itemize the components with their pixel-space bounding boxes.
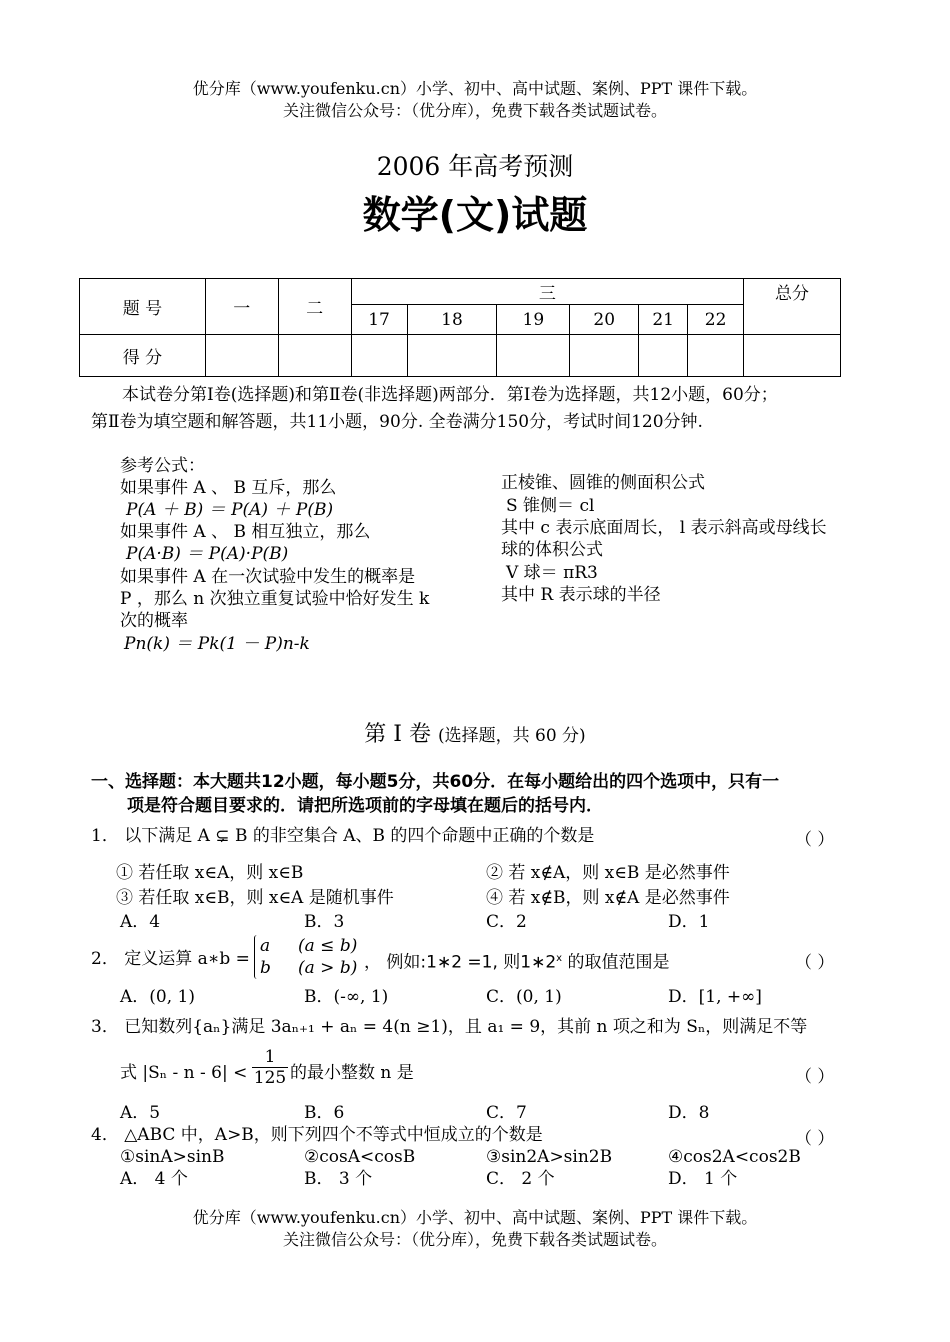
q2-case-b-cond: (a > b)	[298, 958, 358, 978]
q1-option-a[interactable]: A．4	[120, 912, 161, 932]
footer-line-2: 关注微信公众号：（优分库），免费下载各类试题试卷。	[282, 1230, 667, 1249]
q2-stem-a: 2． 定义运算 a∗b =	[91, 949, 250, 969]
q2-case-b: b	[260, 958, 271, 978]
formula-left-1: 如果事件 A 、 B 互斥，那么	[120, 478, 337, 498]
formula-left-7: 次的概率	[120, 611, 188, 631]
formula-right-1: 正棱锥、圆锥的侧面积公式	[501, 473, 705, 493]
header-line-2: 关注微信公众号：（优分库），免费下载各类试题试卷。	[282, 101, 667, 120]
score-table-q22: 22	[688, 305, 744, 335]
formula-title: 参考公式：	[120, 456, 205, 476]
q2-case-a: a	[260, 936, 271, 956]
q1-stem: 1． 以下满足 A ⊊ B 的非空集合 A、B 的四个命题中正确的个数是	[91, 826, 595, 846]
q4-option-d[interactable]: D． 1 个	[668, 1169, 738, 1189]
q3-fraction	[252, 1047, 288, 1088]
q2-option-c[interactable]: C．(0, 1)	[486, 987, 562, 1007]
q3-option-a[interactable]: A．5	[120, 1103, 161, 1123]
intro-line-1: 本试卷分第Ⅰ卷(选择题)和第Ⅱ卷(非选择题)两部分．第Ⅰ卷为选择题，共12小题，60分；	[122, 385, 778, 405]
q1-option-c[interactable]: C．2	[486, 912, 527, 932]
score-cell[interactable]	[278, 335, 351, 377]
score-table-q19: 19	[497, 305, 570, 335]
q4-item-4: ④cos2A<cos2B	[668, 1147, 801, 1167]
header-line-1: 优分库（www.youfenku.cn）小学、初中、高中试题、案例、PPT 课件下载。	[192, 79, 758, 98]
q3-option-b[interactable]: B．6	[304, 1103, 345, 1123]
formula-left-4: P(A·B) ＝ P(A)·P(B)	[126, 544, 289, 564]
formula-left-6: P ，那么 n 次独立重复试验中恰好发生 k	[120, 589, 430, 609]
score-table-q20: 20	[570, 305, 639, 335]
q4-option-c[interactable]: C． 2 个	[486, 1169, 555, 1189]
score-table-q21: 21	[639, 305, 688, 335]
score-cell[interactable]	[639, 335, 688, 377]
q3-line-2b: 的最小整数 n 是	[290, 1063, 414, 1083]
score-table-q18: 18	[407, 305, 497, 335]
q1-answer-bracket[interactable]: （ ）	[795, 830, 835, 850]
q3-answer-bracket[interactable]: （ ）	[795, 1067, 835, 1087]
q2-option-b[interactable]: B．(-∞, 1)	[304, 987, 389, 1007]
q3-fraction-num: 1	[264, 1047, 276, 1067]
score-cell[interactable]	[205, 335, 278, 377]
formula-left-5: 如果事件 A 在一次试验中发生的概率是	[120, 567, 416, 587]
q4-stem: 4． △ABC 中，A>B，则下列四个不等式中恒成立的个数是	[91, 1125, 543, 1145]
formula-left-8: Pn(k) ＝ Pk(1 － P)n-k	[124, 634, 310, 654]
q2-stem-b	[364, 948, 669, 974]
formula-right-5: V 球＝ πR3	[506, 563, 598, 583]
q2-answer-bracket[interactable]: （ ）	[795, 953, 835, 973]
score-cell[interactable]	[351, 335, 407, 377]
q3-line-1: 3． 已知数列{aₙ}满足 3aₙ₊₁ + aₙ = 4(n ≥1)，且 a₁ = 9，其前 n 项之和为 Sₙ，则满足不等	[91, 1017, 808, 1037]
score-cell[interactable]	[497, 335, 570, 377]
exam-subject-title: 数学(文)试题	[362, 193, 588, 237]
q2-stem-b-text: ， 例如:1∗2 =1, 则1∗2	[364, 952, 557, 973]
formula-right-3: 其中 c 表示底面周长， l 表示斜高或母线长	[501, 518, 827, 538]
formula-left-2: P(A ＋ B) ＝ P(A) ＋ P(B)	[126, 500, 334, 520]
q4-item-2: ②cosA<cosB	[304, 1147, 416, 1167]
section-title-sub: (选择题，共 60 分)	[437, 726, 586, 746]
q2-case-a-cond: (a ≤ b)	[298, 936, 358, 956]
formula-right-6: 其中 R 表示球的半径	[501, 585, 661, 605]
q1-option-b[interactable]: B．3	[304, 912, 345, 932]
exam-year-title: 2006 年高考预测	[376, 152, 574, 181]
score-table-q17: 17	[351, 305, 407, 335]
score-cell[interactable]	[570, 335, 639, 377]
intro-line-2: 第Ⅱ卷为填空题和解答题，共11小题，90分. 全卷满分150分，考试时间120分钟.	[91, 412, 703, 432]
q2-stem-c-text: 的取值范围是	[562, 952, 670, 973]
q1-statement-2: ② 若 x∉A，则 x∈B 是必然事件	[486, 863, 730, 883]
q4-option-a[interactable]: A． 4 个	[120, 1169, 188, 1189]
q2-option-a[interactable]: A．(0, 1)	[120, 987, 195, 1007]
part1-line-2: 项是符合题目要求的．请把所选项前的字母填在题后的括号内．	[127, 796, 603, 816]
score-table-tihao: 题 号	[80, 279, 206, 335]
q1-option-d[interactable]: D．1	[668, 912, 710, 932]
score-cell[interactable]	[688, 335, 744, 377]
formula-right-2: S 锥侧＝ cl	[506, 496, 595, 516]
q3-fraction-den: 125	[253, 1068, 287, 1088]
score-table-col-two: 二	[278, 279, 351, 335]
formula-left-3: 如果事件 A 、 B 相互独立，那么	[120, 522, 371, 542]
q2-sup: x	[556, 953, 563, 964]
score-table-col-three: 三	[351, 279, 744, 305]
q1-statement-1: ① 若任取 x∈A，则 x∈B	[116, 863, 304, 883]
section-title	[0, 717, 950, 748]
footer-line-1: 优分库（www.youfenku.cn）小学、初中、高中试题、案例、PPT 课件下载。	[192, 1208, 758, 1227]
score-table-defen: 得 分	[80, 335, 206, 377]
score-table	[79, 278, 841, 377]
formula-right-4: 球的体积公式	[501, 540, 603, 560]
q4-answer-bracket[interactable]: （ ）	[795, 1129, 835, 1149]
q1-statement-4: ④ 若 x∉B，则 x∉A 是必然事件	[486, 888, 730, 908]
q3-line-2a: 式 |Sₙ - n - 6| <	[120, 1063, 248, 1083]
score-table-col-one: 一	[205, 279, 278, 335]
score-cell[interactable]	[744, 335, 841, 377]
q4-option-b[interactable]: B． 3 个	[304, 1169, 373, 1189]
q4-item-1: ①sinA>sinB	[120, 1147, 225, 1167]
score-cell[interactable]	[407, 335, 497, 377]
q3-option-d[interactable]: D．8	[668, 1103, 710, 1123]
q2-brace	[254, 935, 257, 979]
section-title-main: 第 Ⅰ 卷	[364, 722, 431, 747]
q2-option-d[interactable]: D．[1, +∞]	[668, 987, 762, 1007]
part1-line-1: 一、选择题：本大题共12小题，每小题5分，共60分．在每小题给出的四个选项中，只有一	[91, 772, 780, 792]
q4-item-3: ③sin2A>sin2B	[486, 1147, 613, 1167]
q1-statement-3: ③ 若任取 x∈B，则 x∈A 是随机事件	[116, 888, 394, 908]
score-table-total: 总分	[744, 279, 841, 335]
q3-option-c[interactable]: C．7	[486, 1103, 527, 1123]
